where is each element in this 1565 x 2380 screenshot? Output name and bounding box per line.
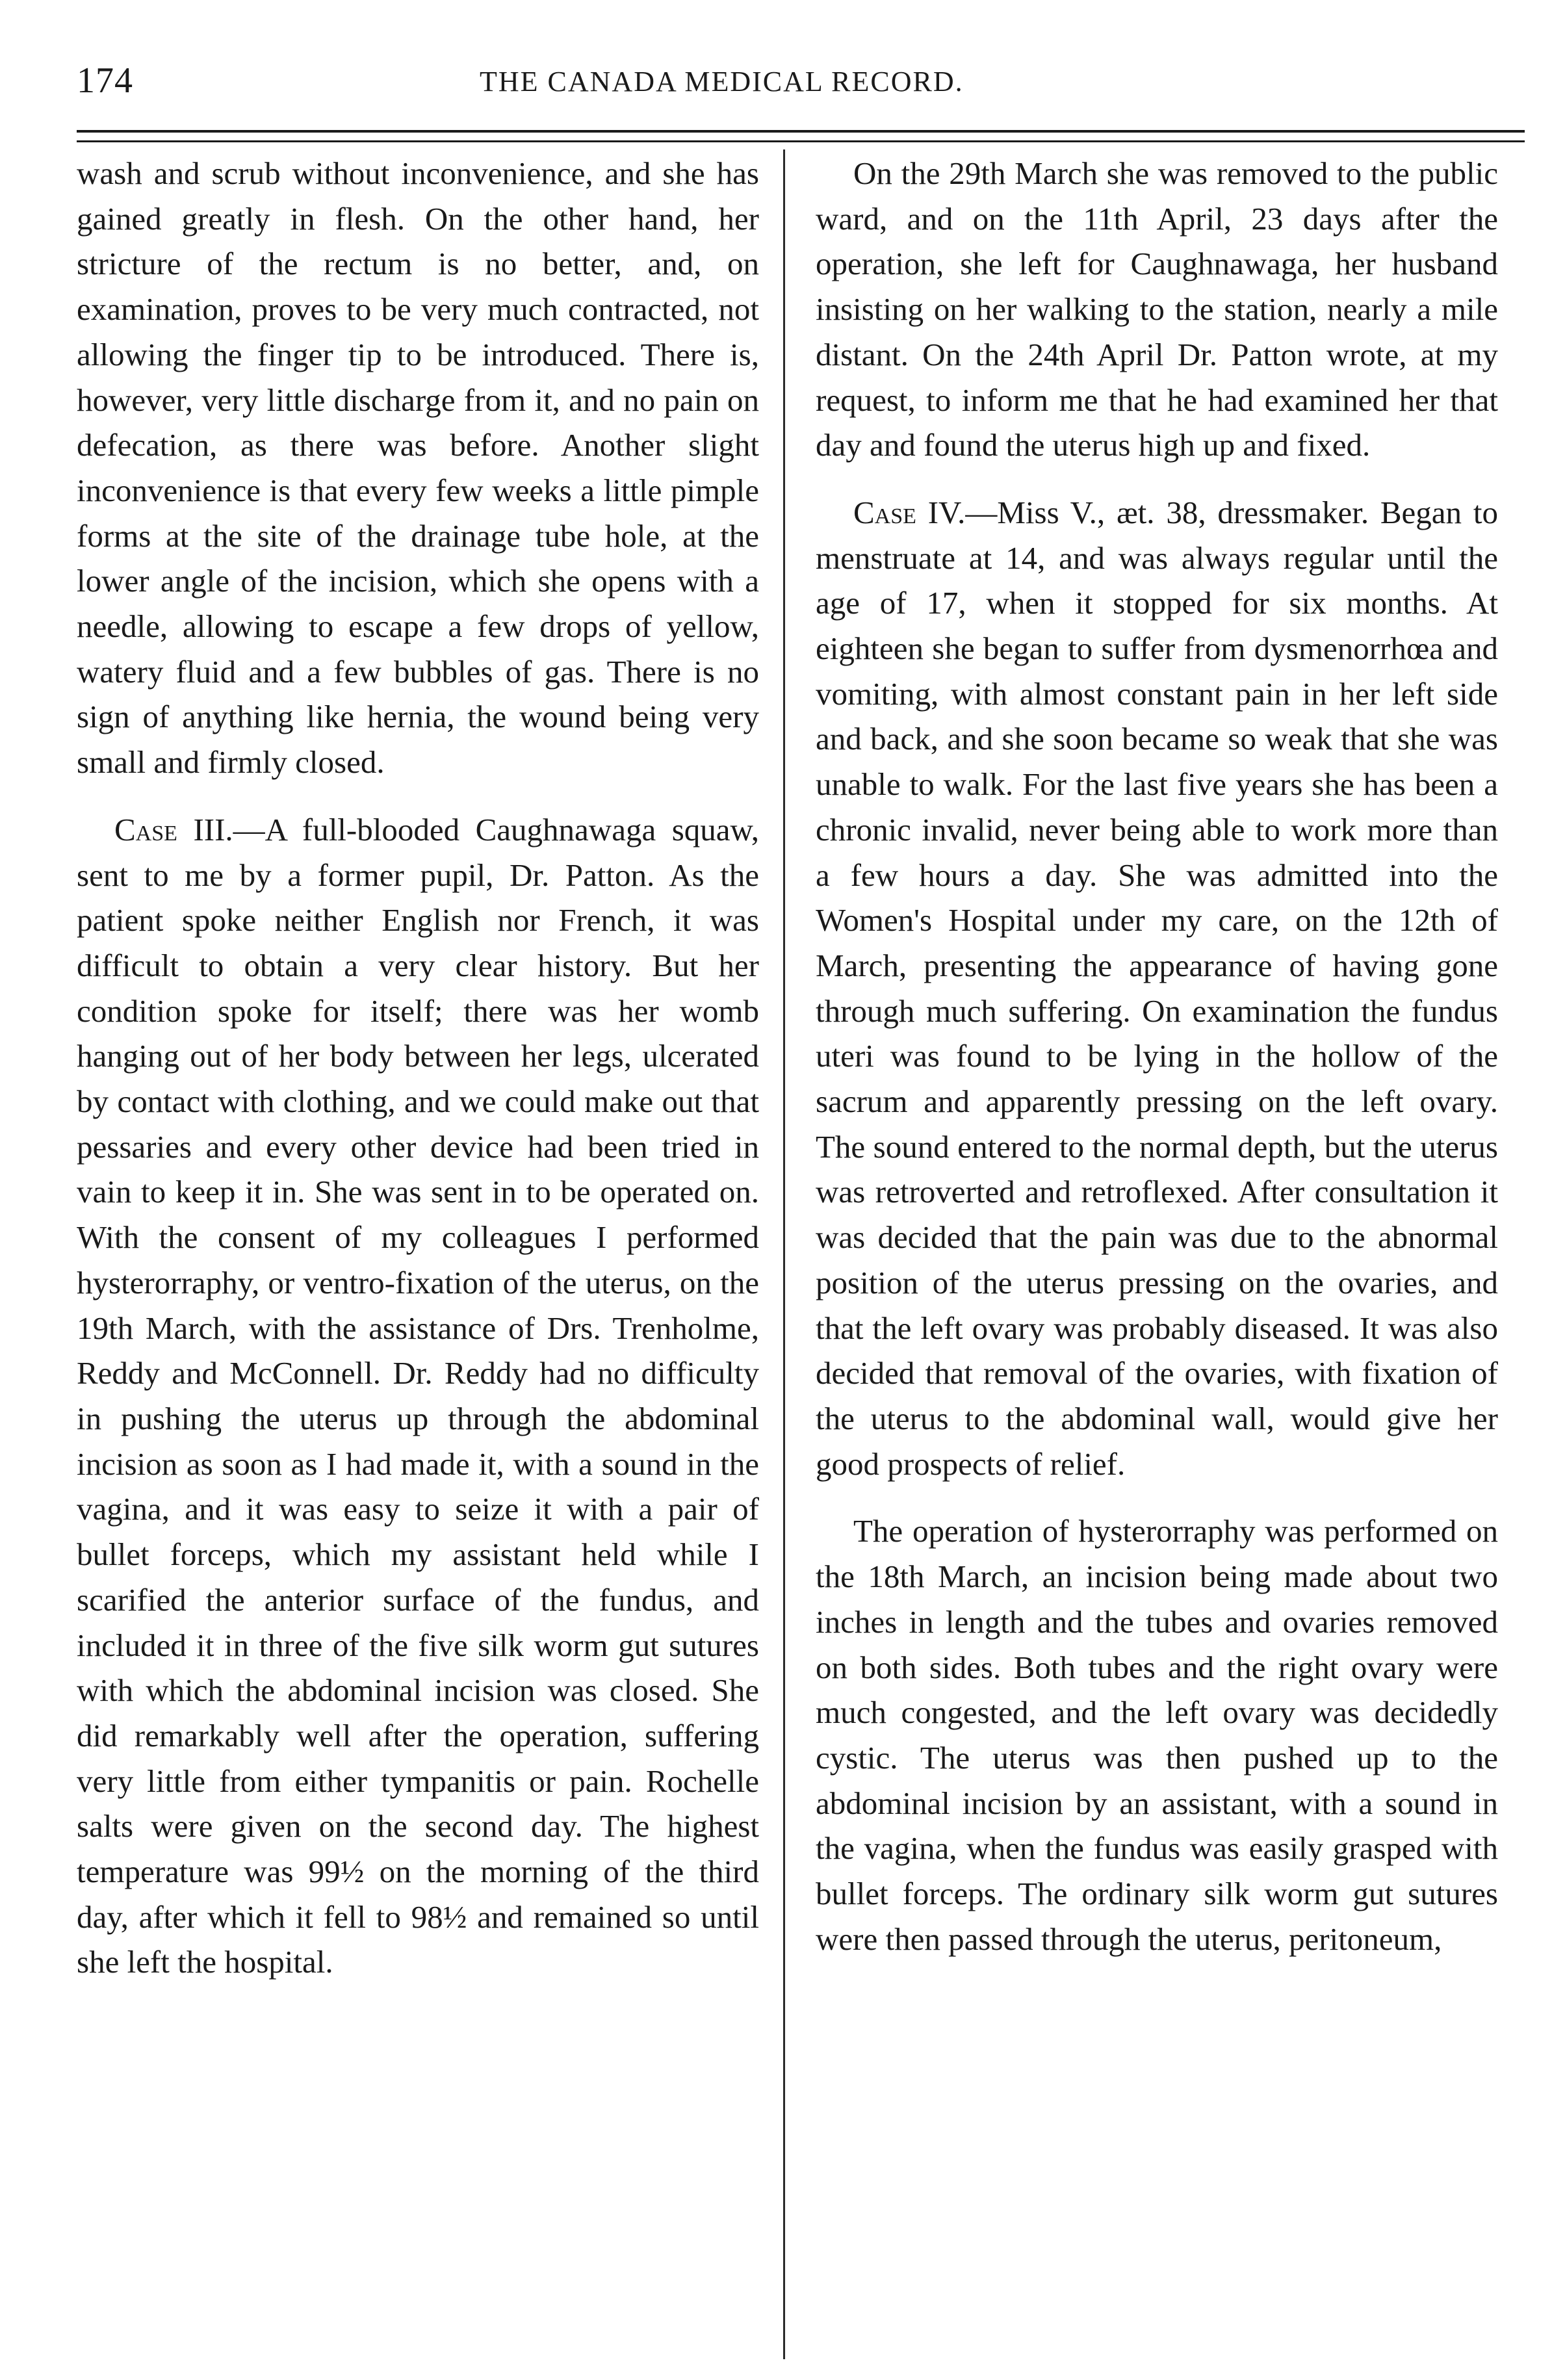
paragraph-case-iii (77, 807, 759, 1985)
paragraph-operation: The operation of hysterorraphy was performed on the 18th March, an incision being made about two inches in length and the tubes and ovaries removed on both sides. Both tubes and the right ovary were much congested, and the left ovary was decidedly cystic. The uterus was then pushed up to the abdominal incision by an assistant, with a sound in the vagina, when the fundus was easily grasped with bullet forceps. The ordinary silk worm gut sutures were then passed through the uterus, peritoneum, (816, 1513, 1498, 1957)
case-iii-label: Case III. (114, 811, 233, 847)
paragraph-continuation: wash and scrub without inconvenience, and she has gained greatly in flesh. On the other hand, her stricture of the rectum is no better, and, on examination, proves to be very much contracted, not allowing the finger tip to be introduced. There is, however, very little discharge from it, and no pain on defecation, as there was before. Another slight inconvenience is that every few weeks a little pimple forms at the site of the drainage tube hole, at the lower angle of the incision, which she opens with a needle, allowing to escape a few drops of yellow, watery fluid and a few bubbles of gas. There is no sign of anything like hernia, the wound being very small and firmly closed. (77, 155, 759, 781)
header-rule-thin (77, 140, 1525, 142)
case-iv-text: —Miss V., æt. 38, dressmaker. Began to menstruate at 14, and was always regular until the age of 17, when it stopped for six months. At eighteen she began to suffer from dysmenorrhœa and vomiting, with almost constant pain in her left side and back, and she soon became so weak that she was unable to walk. For the last five years she has been a chronic invalid, never being able to work more than a few hours a day. She was admitted into the Women's Hospital under my care, on the 12th of March, presenting the appearance of having gone through much suffering. On examination the fundus uteri was found to be lying in the hollow of the sacrum and apparently pressing on the left ovary. The sound entered to the normal depth, but the uterus was retroverted and retroflexed. After consultation it was decided that the pain was due to the abnormal position of the uterus pressing on the ovaries, and that the left ovary was probably diseased. It was also decided that removal of the ovaries, with fixation of the uterus to the abdominal wall, would give her good prospects of relief. (816, 494, 1498, 1482)
header-rule-thick (77, 130, 1525, 133)
column-divider (783, 149, 785, 2359)
paragraph-case-iv (816, 490, 1498, 1486)
case-iv-label: Case IV. (853, 494, 966, 530)
running-head: THE CANADA MEDICAL RECORD. (480, 66, 964, 97)
page-header (77, 60, 1525, 112)
page-number: 174 (77, 60, 133, 101)
right-column (816, 151, 1498, 1961)
left-column (77, 151, 759, 1985)
case-iii-text: —A full-blooded Caughnawaga squaw, sent to me by a former pupil, Dr. Patton. As the patient spoke neither English nor French, it was difficult to obtain a very clear history. But her condition spoke for itself; there was her womb hanging out of her body between her legs, ulcerated by contact with clothing, and we could make out that pessaries and every other device had been tried in vain to keep it in. She was sent in to be operated on. With the consent of my colleagues I performed hysterorraphy, or ventro-fixation of the uterus, on the 19th March, with the assistance of Drs. Trenholme, Reddy and McConnell. Dr. Reddy had no difficulty in pushing the uterus up through the abdominal incision as soon as I had made it, with a sound in the vagina, and it was easy to seize it with a pair of bullet forceps, which my assistant held while I scarified the anterior surface of the fundus, and included it in three of the five silk worm gut sutures with which the abdominal incision was closed. She did remarkably well after the operation, suffering very little from either tympanitis or pain. Rochelle salts were given on the second day. The highest temperature was 99½ on the morning of the third day, after which it fell to 98½ and remained so until she left the hospital. (77, 811, 759, 1980)
paragraph-case-iii-followup: On the 29th March she was removed to the public ward, and on the 11th April, 23 days after the operation, she left for Caughnawaga, her husband insisting on her walking to the station, nearly a mile distant. On the 24th April Dr. Patton wrote, at my request, to inform me that he had examined her that day and found the uterus high up and fixed. (816, 155, 1498, 463)
